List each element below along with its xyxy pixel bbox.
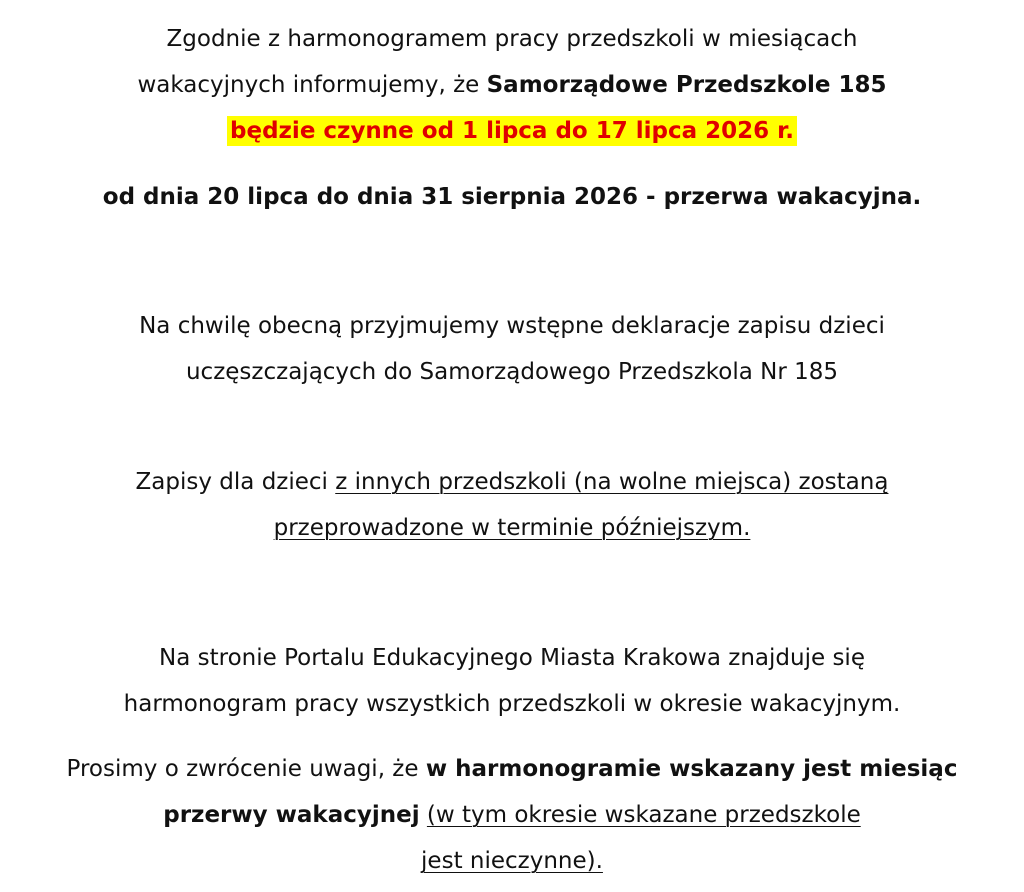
closed-note-underlined: jest nieczynne). [421, 848, 603, 874]
inform-text: wakacyjnych informujemy, że [137, 72, 487, 98]
paragraph-4-line-2 [0, 513, 1024, 543]
other-preschools-underlined: z innych przedszkoli (na wolne miejsca) zostaną [335, 469, 889, 495]
paragraph-6-line-1 [0, 754, 1024, 784]
summer-break-line [0, 182, 1024, 212]
later-term-underlined: przeprowadzone w terminie późniejszym. [273, 515, 751, 541]
paragraph-3-line-1 [0, 311, 1024, 341]
paragraph-3-line-2 [0, 357, 1024, 387]
paragraph-1-line-2 [0, 70, 1024, 100]
attention-text: Prosimy o zwrócenie uwagi, że [66, 756, 426, 782]
harmonogram-intro-text: Zgodnie z harmonogramem pracy przedszkoli w miesiącach [166, 26, 858, 52]
paragraph-4-line-1 [0, 467, 1024, 497]
paragraph-1-line-1 [0, 24, 1024, 54]
paragraph-6-line-2 [0, 800, 1024, 830]
paragraph-6-line-3 [0, 846, 1024, 876]
closed-period-underlined: (w tym okresie wskazane przedszkole [426, 802, 861, 828]
declarations-text: Na chwilę obecną przyjmujemy wstępne deklaracje zapisu dzieci [139, 313, 885, 339]
open-dates-highlight: będzie czynne od 1 lipca do 17 lipca 2026 r. [227, 116, 797, 146]
space-separator [420, 802, 427, 828]
attending-children-text: uczęszczających do Samorządowego Przedszkola Nr 185 [185, 359, 839, 385]
summer-break-bold: przerwy wakacyjnej [163, 802, 420, 828]
schedule-month-bold: w harmonogramie wskazany jest miesiąc [425, 756, 958, 782]
enrollment-intro-text: Zapisy dla dzieci [135, 469, 336, 495]
summer-break-text: od dnia 20 lipca do dnia 31 sierpnia 2026 - przerwa wakacyjna. [102, 184, 922, 210]
paragraph-5-line-2 [0, 689, 1024, 719]
preschool-name: Samorządowe Przedszkole 185 [486, 72, 887, 98]
paragraph-1-line-3 [0, 116, 1024, 146]
portal-info-text: Na stronie Portalu Edukacyjnego Miasta Krakowa znajduje się [159, 645, 865, 671]
paragraph-5-line-1 [0, 643, 1024, 673]
schedule-info-text: harmonogram pracy wszystkich przedszkoli w okresie wakacyjnym. [123, 691, 901, 717]
